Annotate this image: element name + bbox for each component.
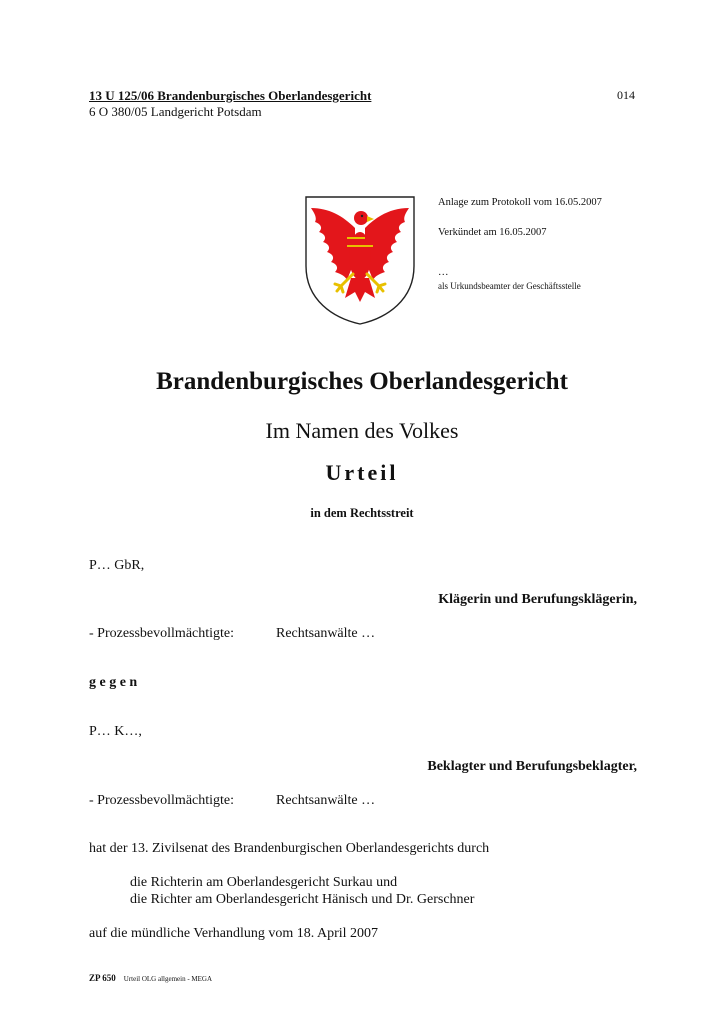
eagle-head [354,211,368,225]
form-code: ZP 650 [89,973,116,983]
plaintiff-counsel: Rechtsanwälte … [276,626,376,641]
gegen-label: g e g e n [89,675,138,690]
judge-line-1: die Richterin am Oberlandesgericht Surkau und [130,875,398,890]
anlage-note: Anlage zum Protokoll vom 16.05.2007 [438,197,602,208]
plaintiff-counsel-label: - Prozessbevollmächtigte: [89,626,235,641]
in-dem-rechtsstreit: in dem Rechtsstreit [310,506,414,520]
signature-ellipsis: … [438,267,449,278]
im-namen-des-volkes: Im Namen des Volkes [265,418,459,443]
page-number: 014 [617,88,635,102]
court-title: Brandenburgisches Oberlandesgericht [156,368,568,395]
brandenburg-eagle-icon [303,194,417,326]
verkuendet-note: Verkündet am 16.05.2007 [438,227,547,238]
judge-line-2: die Richter am Oberlandesgericht Hänisch und Dr. Gerschner [130,892,475,907]
form-footer [89,968,212,986]
case-number-lower-court: 6 O 380/05 Landgericht Potsdam [89,104,262,119]
defendant-role: Beklagter und Berufungsbeklagter, [427,759,637,774]
plaintiff-name: P… GbR, [89,558,145,573]
senat-line: hat der 13. Zivilsenat des Brandenburgischen Oberlandesgerichts durch [89,841,490,856]
urteil-heading: Urteil [325,460,399,485]
plaintiff-role: Klägerin und Berufungsklägerin, [438,592,637,607]
verhandlung-line: auf die mündliche Verhandlung vom 18. April 2007 [89,926,379,941]
defendant-counsel: Rechtsanwälte … [276,793,376,808]
form-description: Urteil OLG allgemein - MEGA [123,975,213,983]
defendant-counsel-label: - Prozessbevollmächtigte: [89,793,235,808]
urkundsbeamter-note: als Urkundsbeamter der Geschäftsstelle [438,281,581,291]
defendant-name: P… K…, [89,724,142,739]
case-number-appeal: 13 U 125/06 Brandenburgisches Oberlandesgericht [89,88,372,103]
